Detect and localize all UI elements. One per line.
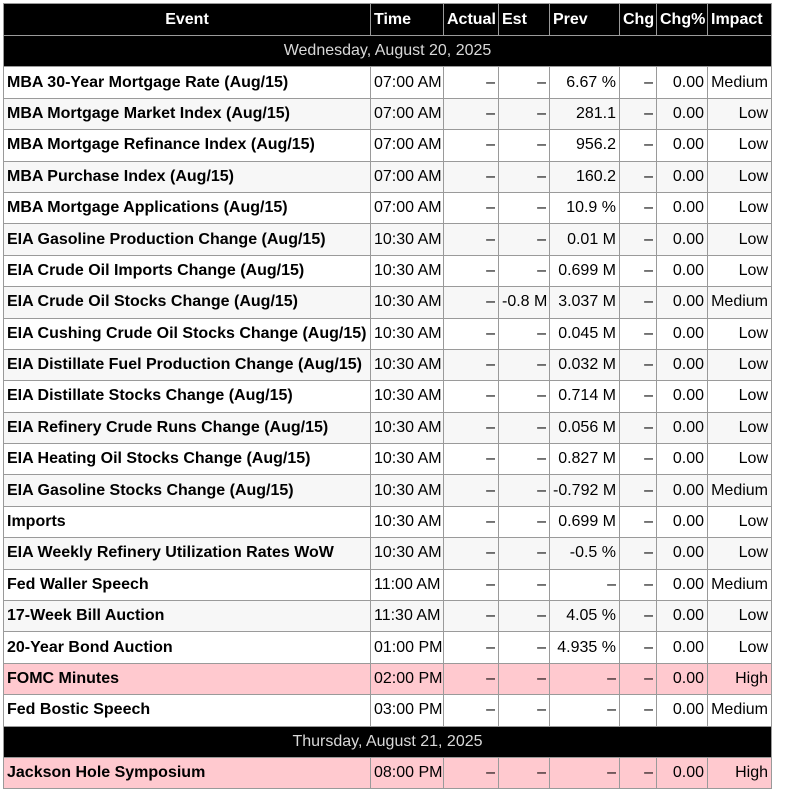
event-name-cell: MBA 30-Year Mortgage Rate (Aug/15) [4, 67, 371, 98]
event-row[interactable] [4, 444, 772, 475]
event-impact-cell: Low [708, 318, 772, 349]
event-est-cell: – [499, 538, 550, 569]
event-time-cell: 11:30 AM [371, 601, 444, 632]
event-actual-cell: – [444, 67, 499, 98]
event-chg-cell: – [620, 475, 657, 506]
column-header-est[interactable]: Est [499, 4, 550, 36]
event-prev-cell: 0.032 M [550, 349, 620, 380]
event-time-cell: 10:30 AM [371, 255, 444, 286]
event-row[interactable] [4, 569, 772, 600]
column-header-time[interactable]: Time [371, 4, 444, 36]
header-row [4, 4, 772, 36]
column-header-chg[interactable]: Chg [620, 4, 657, 36]
column-header-prev[interactable]: Prev [550, 4, 620, 36]
event-name-cell: Fed Waller Speech [4, 569, 371, 600]
event-actual-cell: – [444, 757, 499, 788]
event-chg-pct-cell: 0.00 [657, 569, 708, 600]
event-name-cell: MBA Mortgage Refinance Index (Aug/15) [4, 130, 371, 161]
event-time-cell: 10:30 AM [371, 318, 444, 349]
event-impact-cell: Low [708, 130, 772, 161]
event-name-cell: Imports [4, 506, 371, 537]
event-chg-pct-cell: 0.00 [657, 67, 708, 98]
event-chg-pct-cell: 0.00 [657, 381, 708, 412]
event-chg-cell: – [620, 287, 657, 318]
event-chg-cell: – [620, 632, 657, 663]
event-actual-cell: – [444, 349, 499, 380]
column-header-chg-pct[interactable]: Chg% [657, 4, 708, 36]
event-prev-cell: 0.045 M [550, 318, 620, 349]
event-chg-cell: – [620, 695, 657, 726]
event-name-cell: MBA Mortgage Market Index (Aug/15) [4, 98, 371, 129]
event-chg-cell: – [620, 130, 657, 161]
event-est-cell: – [499, 381, 550, 412]
column-header-event[interactable]: Event [4, 4, 371, 36]
date-group-row [4, 36, 772, 67]
event-prev-cell: 6.67 % [550, 67, 620, 98]
event-est-cell: – [499, 161, 550, 192]
event-impact-cell: Low [708, 224, 772, 255]
event-row[interactable] [4, 632, 772, 663]
event-chg-cell: – [620, 444, 657, 475]
event-chg-cell: – [620, 663, 657, 694]
event-impact-cell: Medium [708, 67, 772, 98]
event-actual-cell: – [444, 538, 499, 569]
event-row[interactable] [4, 506, 772, 537]
event-prev-cell: 0.714 M [550, 381, 620, 412]
event-impact-cell: Low [708, 601, 772, 632]
event-est-cell: – [499, 192, 550, 223]
event-time-cell: 07:00 AM [371, 130, 444, 161]
event-chg-cell: – [620, 224, 657, 255]
event-impact-cell: Medium [708, 569, 772, 600]
event-row[interactable] [4, 255, 772, 286]
event-row[interactable] [4, 757, 772, 788]
event-time-cell: 10:30 AM [371, 224, 444, 255]
event-chg-pct-cell: 0.00 [657, 475, 708, 506]
event-actual-cell: – [444, 695, 499, 726]
event-prev-cell: 0.056 M [550, 412, 620, 443]
event-impact-cell: Low [708, 381, 772, 412]
date-group-row [4, 726, 772, 757]
event-impact-cell: Low [708, 98, 772, 129]
event-row[interactable] [4, 192, 772, 223]
event-impact-cell: Low [708, 632, 772, 663]
event-row[interactable] [4, 538, 772, 569]
column-header-impact[interactable]: Impact [708, 4, 772, 36]
economic-calendar-table [3, 3, 772, 789]
event-chg-cell: – [620, 161, 657, 192]
event-row[interactable] [4, 318, 772, 349]
event-est-cell: – [499, 67, 550, 98]
event-est-cell: – [499, 444, 550, 475]
event-impact-cell: Low [708, 192, 772, 223]
event-row[interactable] [4, 663, 772, 694]
event-chg-cell: – [620, 506, 657, 537]
event-chg-cell: – [620, 349, 657, 380]
event-impact-cell: Medium [708, 695, 772, 726]
event-est-cell: – [499, 412, 550, 443]
event-chg-pct-cell: 0.00 [657, 444, 708, 475]
event-prev-cell: 0.699 M [550, 506, 620, 537]
date-group-label: Wednesday, August 20, 2025 [4, 36, 772, 67]
event-actual-cell: – [444, 506, 499, 537]
event-actual-cell: – [444, 444, 499, 475]
event-chg-pct-cell: 0.00 [657, 224, 708, 255]
event-impact-cell: Medium [708, 287, 772, 318]
event-actual-cell: – [444, 255, 499, 286]
event-chg-pct-cell: 0.00 [657, 287, 708, 318]
event-chg-pct-cell: 0.00 [657, 318, 708, 349]
event-impact-cell: Medium [708, 475, 772, 506]
event-impact-cell: High [708, 757, 772, 788]
event-name-cell: 20-Year Bond Auction [4, 632, 371, 663]
event-row[interactable] [4, 695, 772, 726]
event-est-cell: – [499, 130, 550, 161]
event-impact-cell: High [708, 663, 772, 694]
event-prev-cell: -0.792 M [550, 475, 620, 506]
event-prev-cell: -0.5 % [550, 538, 620, 569]
event-chg-pct-cell: 0.00 [657, 663, 708, 694]
event-time-cell: 08:00 PM [371, 757, 444, 788]
event-impact-cell: Low [708, 412, 772, 443]
event-time-cell: 07:00 AM [371, 161, 444, 192]
event-impact-cell: Low [708, 161, 772, 192]
event-chg-pct-cell: 0.00 [657, 538, 708, 569]
event-est-cell: – [499, 318, 550, 349]
event-chg-pct-cell: 0.00 [657, 130, 708, 161]
event-time-cell: 02:00 PM [371, 663, 444, 694]
event-actual-cell: – [444, 569, 499, 600]
event-name-cell: EIA Cushing Crude Oil Stocks Change (Aug/15) [4, 318, 371, 349]
event-chg-cell: – [620, 255, 657, 286]
event-prev-cell: – [550, 569, 620, 600]
event-time-cell: 10:30 AM [371, 381, 444, 412]
event-time-cell: 10:30 AM [371, 287, 444, 318]
event-est-cell: – [499, 757, 550, 788]
event-name-cell: EIA Distillate Stocks Change (Aug/15) [4, 381, 371, 412]
event-prev-cell: 160.2 [550, 161, 620, 192]
event-est-cell: -0.8 M [499, 287, 550, 318]
event-row[interactable] [4, 98, 772, 129]
event-time-cell: 10:30 AM [371, 444, 444, 475]
event-est-cell: – [499, 663, 550, 694]
event-chg-cell: – [620, 192, 657, 223]
event-time-cell: 07:00 AM [371, 192, 444, 223]
event-prev-cell: 281.1 [550, 98, 620, 129]
event-actual-cell: – [444, 192, 499, 223]
event-prev-cell: 956.2 [550, 130, 620, 161]
event-est-cell: – [499, 506, 550, 537]
event-actual-cell: – [444, 98, 499, 129]
event-actual-cell: – [444, 381, 499, 412]
event-row[interactable] [4, 130, 772, 161]
event-time-cell: 10:30 AM [371, 506, 444, 537]
event-time-cell: 10:30 AM [371, 412, 444, 443]
event-name-cell: EIA Weekly Refinery Utilization Rates WoW [4, 538, 371, 569]
event-chg-pct-cell: 0.00 [657, 506, 708, 537]
event-name-cell: MBA Mortgage Applications (Aug/15) [4, 192, 371, 223]
event-name-cell: EIA Gasoline Production Change (Aug/15) [4, 224, 371, 255]
event-chg-cell: – [620, 412, 657, 443]
event-name-cell: EIA Gasoline Stocks Change (Aug/15) [4, 475, 371, 506]
event-prev-cell: 10.9 % [550, 192, 620, 223]
event-row[interactable] [4, 224, 772, 255]
event-prev-cell: 4.935 % [550, 632, 620, 663]
event-name-cell: 17-Week Bill Auction [4, 601, 371, 632]
event-actual-cell: – [444, 475, 499, 506]
event-est-cell: – [499, 224, 550, 255]
event-prev-cell: 3.037 M [550, 287, 620, 318]
event-actual-cell: – [444, 412, 499, 443]
event-row[interactable] [4, 381, 772, 412]
event-impact-cell: Low [708, 255, 772, 286]
event-chg-pct-cell: 0.00 [657, 192, 708, 223]
event-actual-cell: – [444, 161, 499, 192]
event-name-cell: EIA Crude Oil Imports Change (Aug/15) [4, 255, 371, 286]
event-actual-cell: – [444, 632, 499, 663]
event-actual-cell: – [444, 318, 499, 349]
event-time-cell: 11:00 AM [371, 569, 444, 600]
event-est-cell: – [499, 569, 550, 600]
event-impact-cell: Low [708, 444, 772, 475]
event-prev-cell: – [550, 695, 620, 726]
event-actual-cell: – [444, 287, 499, 318]
event-chg-cell: – [620, 601, 657, 632]
event-time-cell: 01:00 PM [371, 632, 444, 663]
event-name-cell: FOMC Minutes [4, 663, 371, 694]
event-name-cell: EIA Crude Oil Stocks Change (Aug/15) [4, 287, 371, 318]
event-actual-cell: – [444, 663, 499, 694]
event-time-cell: 03:00 PM [371, 695, 444, 726]
event-chg-cell: – [620, 538, 657, 569]
event-time-cell: 07:00 AM [371, 67, 444, 98]
event-chg-pct-cell: 0.00 [657, 412, 708, 443]
event-chg-cell: – [620, 757, 657, 788]
event-chg-pct-cell: 0.00 [657, 632, 708, 663]
event-est-cell: – [499, 255, 550, 286]
event-time-cell: 10:30 AM [371, 475, 444, 506]
event-actual-cell: – [444, 130, 499, 161]
event-chg-pct-cell: 0.00 [657, 255, 708, 286]
event-row[interactable] [4, 287, 772, 318]
event-est-cell: – [499, 601, 550, 632]
event-est-cell: – [499, 475, 550, 506]
event-row[interactable] [4, 412, 772, 443]
event-chg-pct-cell: 0.00 [657, 757, 708, 788]
event-time-cell: 10:30 AM [371, 538, 444, 569]
event-name-cell: EIA Refinery Crude Runs Change (Aug/15) [4, 412, 371, 443]
event-prev-cell: 0.699 M [550, 255, 620, 286]
event-chg-cell: – [620, 569, 657, 600]
event-chg-cell: – [620, 98, 657, 129]
event-name-cell: EIA Heating Oil Stocks Change (Aug/15) [4, 444, 371, 475]
event-impact-cell: Low [708, 538, 772, 569]
event-chg-pct-cell: 0.00 [657, 349, 708, 380]
event-time-cell: 10:30 AM [371, 349, 444, 380]
column-header-actual[interactable]: Actual [444, 4, 499, 36]
event-row[interactable] [4, 475, 772, 506]
event-impact-cell: Low [708, 349, 772, 380]
event-chg-cell: – [620, 318, 657, 349]
event-est-cell: – [499, 349, 550, 380]
event-est-cell: – [499, 632, 550, 663]
event-name-cell: Fed Bostic Speech [4, 695, 371, 726]
date-group-label: Thursday, August 21, 2025 [4, 726, 772, 757]
event-prev-cell: 0.827 M [550, 444, 620, 475]
event-chg-cell: – [620, 67, 657, 98]
event-prev-cell: 4.05 % [550, 601, 620, 632]
event-chg-pct-cell: 0.00 [657, 601, 708, 632]
event-name-cell: MBA Purchase Index (Aug/15) [4, 161, 371, 192]
calendar-body [4, 36, 772, 789]
event-time-cell: 07:00 AM [371, 98, 444, 129]
event-row[interactable] [4, 67, 772, 98]
event-actual-cell: – [444, 601, 499, 632]
event-impact-cell: Low [708, 506, 772, 537]
event-row[interactable] [4, 161, 772, 192]
event-chg-pct-cell: 0.00 [657, 161, 708, 192]
event-prev-cell: – [550, 663, 620, 694]
event-name-cell: Jackson Hole Symposium [4, 757, 371, 788]
event-row[interactable] [4, 601, 772, 632]
event-name-cell: EIA Distillate Fuel Production Change (Aug/15) [4, 349, 371, 380]
event-chg-pct-cell: 0.00 [657, 98, 708, 129]
event-actual-cell: – [444, 224, 499, 255]
event-est-cell: – [499, 98, 550, 129]
event-chg-pct-cell: 0.00 [657, 695, 708, 726]
event-row[interactable] [4, 349, 772, 380]
event-prev-cell: 0.01 M [550, 224, 620, 255]
event-prev-cell: – [550, 757, 620, 788]
event-chg-cell: – [620, 381, 657, 412]
event-est-cell: – [499, 695, 550, 726]
